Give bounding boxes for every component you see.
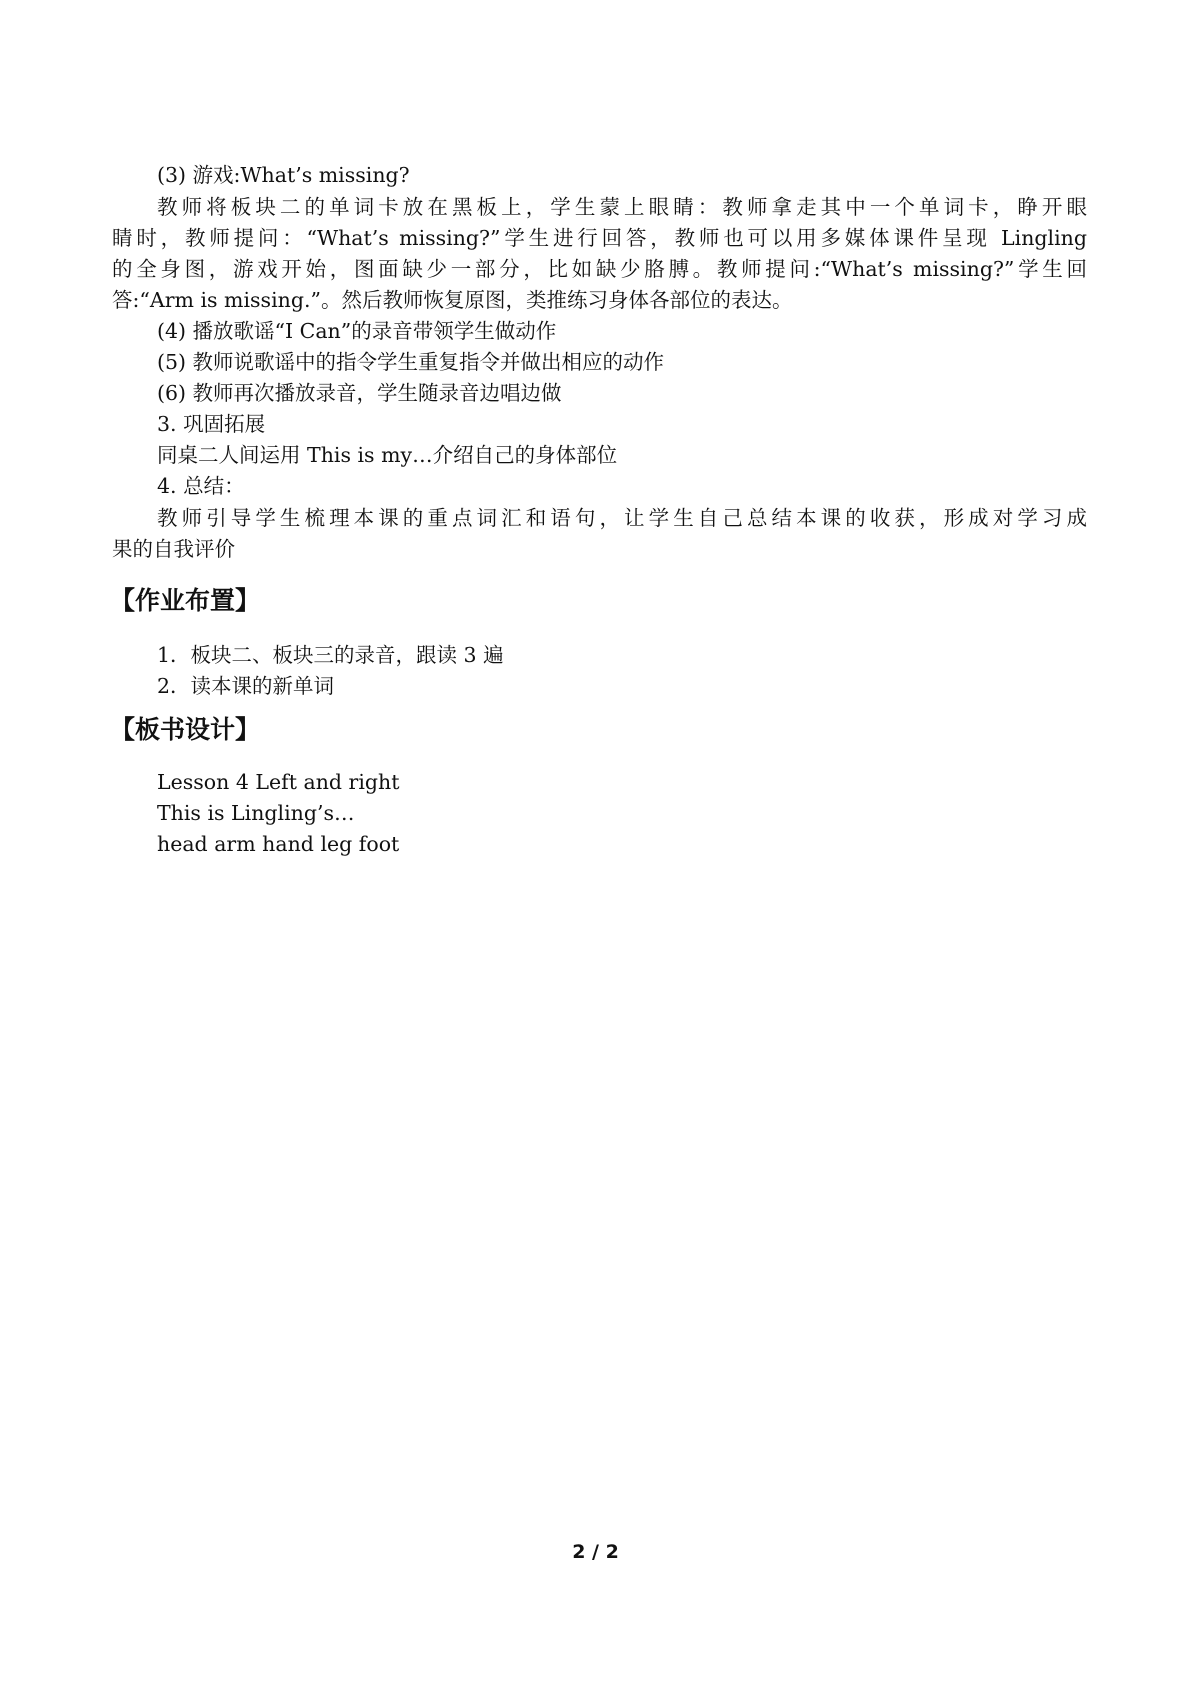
section-label: 3. 巩固拓展 [157, 412, 266, 436]
board-line: Lesson 4 Left and right [157, 770, 400, 794]
board-line: This is Lingling’s… [157, 801, 355, 825]
board-design-heading: 【板书设计】 [110, 715, 261, 744]
paragraph-line: 教师引导学生梳理本课的重点词汇和语句，让学生自己总结本课的收获，形成对学习成 [157, 506, 1087, 530]
step-item: (5) 教师说歌谣中的指令学生重复指令并做出相应的动作 [157, 350, 665, 374]
paragraph-line: 的全身图，游戏开始，图面缺少一部分，比如缺少胳膊。教师提问:“What’s missing?”学生回 [112, 257, 1087, 281]
paragraph-line: 答:“Arm is missing.”。然后教师恢复原图，类推练习身体各部位的表达。 [112, 288, 793, 312]
paragraph-line: 教师将板块二的单词卡放在黑板上，学生蒙上眼睛：教师拿走其中一个单词卡，睁开眼 [157, 195, 1087, 219]
paragraph-line: 果的自我评价 [112, 537, 235, 561]
game-step-title: (3) 游戏:What’s missing? [157, 163, 410, 187]
section-label: 4. 总结： [157, 474, 245, 498]
homework-item: 2．读本课的新单词 [157, 674, 335, 698]
page-number: 2 / 2 [572, 1541, 619, 1563]
step-item: (6) 教师再次播放录音，学生随录音边唱边做 [157, 381, 562, 405]
paragraph-line: 睛时，教师提问：“What’s missing?”学生进行回答，教师也可以用多媒体课件呈现 Lingling [112, 226, 1087, 250]
homework-heading: 【作业布置】 [110, 586, 261, 615]
homework-item: 1．板块二、板块三的录音，跟读 3 遍 [157, 643, 504, 667]
paragraph-line: 同桌二人间运用 This is my…介绍自己的身体部位 [157, 443, 618, 467]
board-line: head arm hand leg foot [157, 832, 400, 856]
step-item: (4) 播放歌谣“I Can”的录音带领学生做动作 [157, 319, 557, 343]
